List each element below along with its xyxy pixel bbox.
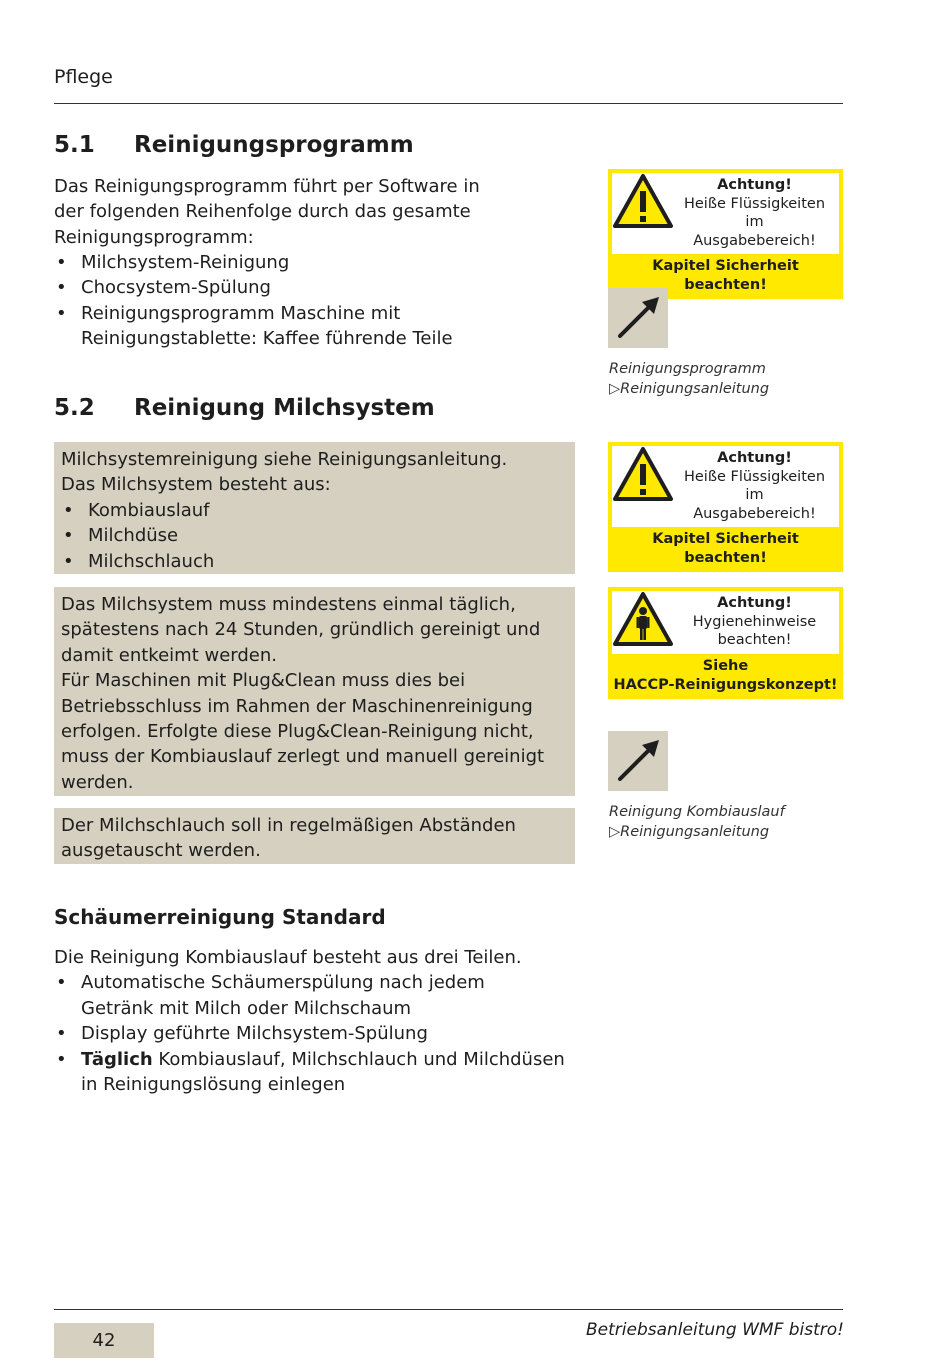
warning-box-hygiene xyxy=(608,587,843,699)
warning-heading: Achtung! xyxy=(717,450,792,466)
warning-text: Heiße Flüssigkeiten im xyxy=(683,195,826,230)
footer-rule xyxy=(54,1309,843,1310)
arrow-icon xyxy=(608,731,668,791)
list-item: • Kombiauslauf xyxy=(61,498,567,523)
paragraph: Die Reinigung Kombiauslauf besteht aus drei Teilen. xyxy=(54,947,522,968)
warning-text: Heiße Flüssigkeiten im xyxy=(683,468,826,503)
warning-footer: Kapitel Sicherheit beachten! xyxy=(652,531,799,566)
paragraph: Für Maschinen mit Plug&Clean muss dies bei Betriebsschluss im Rahmen der Maschinenreinigung erfolgen. Erfolgte diese Plug&Clean-Reinigung nicht, muss der Kombiauslauf zerlegt und manuell gereinigt werden. xyxy=(61,670,545,793)
emphasis: Täglich xyxy=(81,1048,153,1070)
reference-title: Reinigungsprogramm xyxy=(609,361,766,377)
reference-target: ▷Reinigungsanleitung xyxy=(609,823,770,840)
reference-note xyxy=(609,803,785,842)
warning-text: beachten! xyxy=(717,632,792,648)
reference-arrow-box xyxy=(608,288,668,348)
section-5-1-list xyxy=(54,250,584,352)
info-box-milk-system xyxy=(54,442,575,574)
section-heading-5-2 xyxy=(54,395,435,421)
section-number: 5.2 xyxy=(54,395,95,421)
reference-target: ▷Reinigungsanleitung xyxy=(609,380,770,397)
info-box-milk-hose xyxy=(54,808,575,864)
reference-arrow-box xyxy=(608,731,668,791)
schaeumer-body xyxy=(54,945,584,1097)
list-item: • Milchdüse xyxy=(61,523,567,548)
paragraph: Der Milchschlauch soll in regelmäßigen Abständen ausgetauscht werden. xyxy=(61,815,516,862)
warning-footer-line: HACCP-Reinigungskonzept! xyxy=(613,676,838,693)
warning-footer: Kapitel Sicherheit beachten! xyxy=(652,258,799,293)
paragraph: Das Reinigungsprogramm führt per Software in der folgenden Reihenfolge durch das gesamte Reinigungsprogramm: xyxy=(54,176,480,248)
warning-box-hot-liquids xyxy=(608,169,843,299)
page-number: 42 xyxy=(54,1323,154,1358)
section-title: Reinigung Milchsystem xyxy=(134,395,435,421)
warning-text: Hygienehinweise xyxy=(692,613,817,630)
info-box-daily-cleaning xyxy=(54,587,575,796)
paragraph: Das Milchsystem muss mindestens einmal täglich, spätestens nach 24 Stunden, gründlich gereinigt und damit entkeimt werden. xyxy=(61,594,541,666)
list-item: • Chocsystem-Spülung xyxy=(54,275,584,300)
list-item: • Automatische Schäumerspülung nach jedem Getränk mit Milch oder Milchschaum xyxy=(54,970,561,1021)
header-rule xyxy=(54,103,843,104)
warning-heading: Achtung! xyxy=(717,595,792,611)
warning-triangle-icon xyxy=(612,446,674,502)
section-title: Reinigungsprogramm xyxy=(134,132,414,158)
warning-footer-line: Siehe xyxy=(702,657,749,674)
document-title: Betriebsanleitung WMF bistro! xyxy=(585,1320,844,1340)
list-item: • Milchschlauch xyxy=(61,549,567,574)
warning-box-hot-liquids xyxy=(608,442,843,572)
arrow-icon xyxy=(608,288,668,348)
list-item-text: Kombiauslauf, Milchschlauch und Milchdüsen in Reinigungslösung einlegen xyxy=(81,1048,565,1096)
warning-heading: Achtung! xyxy=(717,177,792,193)
triangle-right-icon: ▷ xyxy=(609,380,621,397)
triangle-right-icon: ▷ xyxy=(609,823,621,840)
warning-triangle-icon xyxy=(612,173,674,229)
person-warning-icon xyxy=(612,591,674,647)
paragraph: Das Milchsystem besteht aus: xyxy=(61,474,331,496)
list-item xyxy=(54,1047,581,1098)
warning-text: Ausgabebereich! xyxy=(693,232,816,249)
list-item: • Display geführte Milchsystem-Spülung xyxy=(54,1021,584,1046)
warning-text: Ausgabebereich! xyxy=(693,505,816,522)
subsection-heading: Schäumerreinigung Standard xyxy=(54,905,386,929)
list-item: • Milchsystem-Reinigung xyxy=(54,250,584,275)
running-header: Pflege xyxy=(54,66,113,88)
reference-title: Reinigung Kombiauslauf xyxy=(609,804,785,820)
section-heading-5-1 xyxy=(54,132,414,158)
warning-footer xyxy=(612,654,839,695)
section-number: 5.1 xyxy=(54,132,95,158)
paragraph: Milchsystemreinigung siehe Reinigungsanleitung. xyxy=(61,449,508,470)
section-5-1-body xyxy=(54,174,494,250)
list-item: • Reinigungsprogramm Maschine mit Reinigungstablette: Kaffee führende Teile xyxy=(54,301,581,352)
reference-note xyxy=(609,360,769,399)
